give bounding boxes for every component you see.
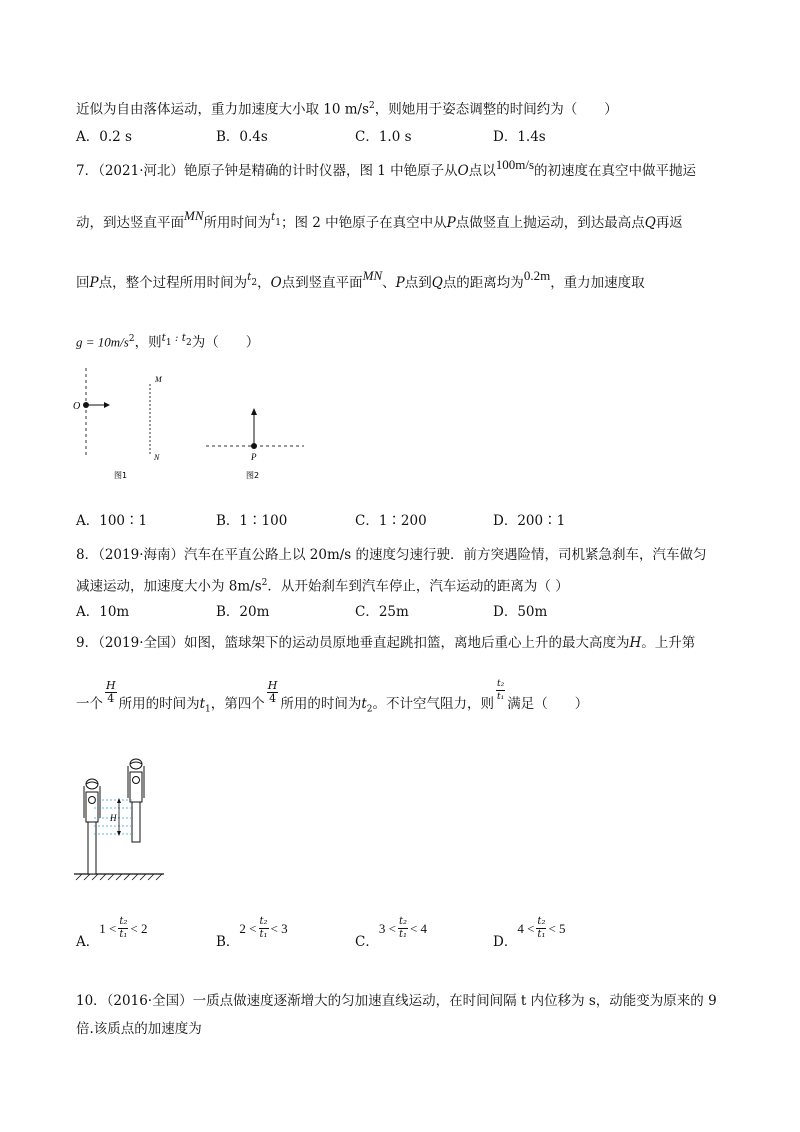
q9-option-b-ratio: $\frac{\text{t₂}}{\text{t₁}}$ (259, 916, 268, 940)
height-label-h: H (110, 813, 117, 823)
q9-ratio-t2-over-t1: $\frac{\text{t₂}}{\text{t₁}}$ (497, 679, 505, 702)
q9-option-a-ratio: $\frac{\text{t₂}}{\text{t₁}}$ (119, 916, 128, 940)
fig1-label-m: M (155, 375, 162, 384)
basketball-icon-left (86, 779, 98, 789)
q8-stem-line-2: 减速运动，加速度大小为 $8m/s^2$．从开始刹车到汽车停止，汽车运动的距离为（ ） (76, 578, 569, 595)
q9-fraction-h-over-4-fourth: $\frac{H}{4}$ (267, 679, 278, 705)
player-standing (84, 779, 100, 874)
fig1-label-n: N (154, 453, 160, 462)
q7-stem-line-3: 回P点，整个过程所用时间为$^t_2$，O点到竖直平面MN、P点到Q点的距离均为0.2m，重力加速度取 (76, 268, 645, 291)
player-jumping (128, 759, 144, 842)
fig2-arrow-head (251, 408, 257, 415)
q7-stem-line-4: $g = 10m/s^2$，则$^t_1$ $^{: t}_2$为（ ） (76, 331, 260, 351)
q9-fraction-h-over-4-first: $\frac{H}{4}$ (106, 679, 116, 705)
q9-option-d-ratio: $\frac{\text{t₂}}{\text{t₁}}$ (537, 916, 546, 940)
q7-option-b[interactable]: B．1∶100 (216, 513, 288, 529)
fig2-point-p (251, 443, 257, 449)
q7-option-a[interactable]: A．100∶1 (76, 513, 148, 529)
q8-option-b[interactable]: B．20m (216, 604, 270, 620)
q6-option-b[interactable]: B．0.4s (216, 129, 268, 145)
q7-figure-2 (200, 400, 310, 490)
q9-options (76, 916, 736, 950)
q10-stem-line-2: 倍.该质点的加速度为 (76, 1021, 202, 1037)
q9-stem-line-1: 9．（2019·全国）如图，篮球架下的运动员原地垂直起跳扣篮，离地后重心上升的最大高度为H。上升第 (76, 635, 696, 651)
q9-option-c-ratio: $\frac{\text{t₂}}{\text{t₁}}$ (398, 916, 407, 940)
fig1-label-o: O (73, 401, 81, 412)
fig2-label-p: P (251, 452, 257, 462)
q9-stem-line-2: 一个 $\frac{H}{4}$ 所用的时间为$t_1$，第四个 $\frac{H}{4}$ 所用的时间为$t_2$。不计空气阻力，则 $\frac{\text{t₂}}{\text{t₁}}$ 满足（ ） (76, 679, 589, 715)
q6-option-c[interactable]: C．1.0 s (355, 129, 412, 145)
q9-option-d[interactable]: D．4 < $\frac{\text{t₂}}{\text{t₁}}$ < 5 (493, 916, 566, 950)
fig1-caption: 图1 (114, 471, 128, 480)
ground-hatch (76, 874, 162, 880)
q8-stem-line-1: 8．（2019·海南）汽车在平直公路上以 20m/s 的速度匀速行驶．前方突遇险情，司机紧急刹车，汽车做匀 (76, 547, 707, 563)
q6-option-d[interactable]: D．1.4s (493, 129, 546, 145)
fig1-arrow-head (104, 402, 110, 408)
fig2-caption: 图2 (246, 471, 260, 480)
q9-option-b[interactable]: B．2 < $\frac{\text{t₂}}{\text{t₁}}$ < 3 (216, 916, 288, 950)
q7-option-c[interactable]: C．1∶200 (355, 513, 427, 529)
q6-stem-line: 近似为自由落体运动，重力加速度大小取 10 $m/s^2$，则她用于姿态调整的时间约为（ ） (76, 101, 618, 118)
q6-option-a[interactable]: A．0.2 s (76, 129, 132, 145)
q9-figure-players (72, 756, 172, 882)
q8-option-d[interactable]: D．50m (493, 604, 548, 620)
q9-option-c[interactable]: C．3 < $\frac{\text{t₂}}{\text{t₁}}$ < 4 (355, 916, 428, 950)
q7-figure-1 (64, 368, 174, 488)
q8-option-c[interactable]: C．25m (355, 604, 409, 620)
q10-stem-line-1: 10．（2016·全国）一质点做速度逐渐增大的匀加速直线运动，在时间间隔 t 内位移为 s，动能变为原来的 9 (76, 993, 717, 1009)
height-arrow-bottom (117, 831, 121, 836)
height-arrow-top (117, 798, 121, 803)
basketball-icon-right (130, 759, 142, 769)
q9-option-a[interactable]: A．1 < $\frac{\text{t₂}}{\text{t₁}}$ < 2 (76, 916, 148, 950)
q7-stem-line-1: 7．（2021·河北）铯原子钟是精确的计时仪器，图 1 中铯原子从O点以100m/s的初速度在真空中做平抛运 (76, 157, 697, 179)
q7-option-d[interactable]: D．200∶1 (493, 513, 566, 529)
q8-option-a[interactable]: A．10m (76, 604, 130, 620)
q7-stem-line-2: 动，到达竖直平面MN所用时间为$^t_1$；图 2 中铯原子在真空中从P点做竖直上抛运动，到达最高点Q再返 (76, 208, 683, 231)
